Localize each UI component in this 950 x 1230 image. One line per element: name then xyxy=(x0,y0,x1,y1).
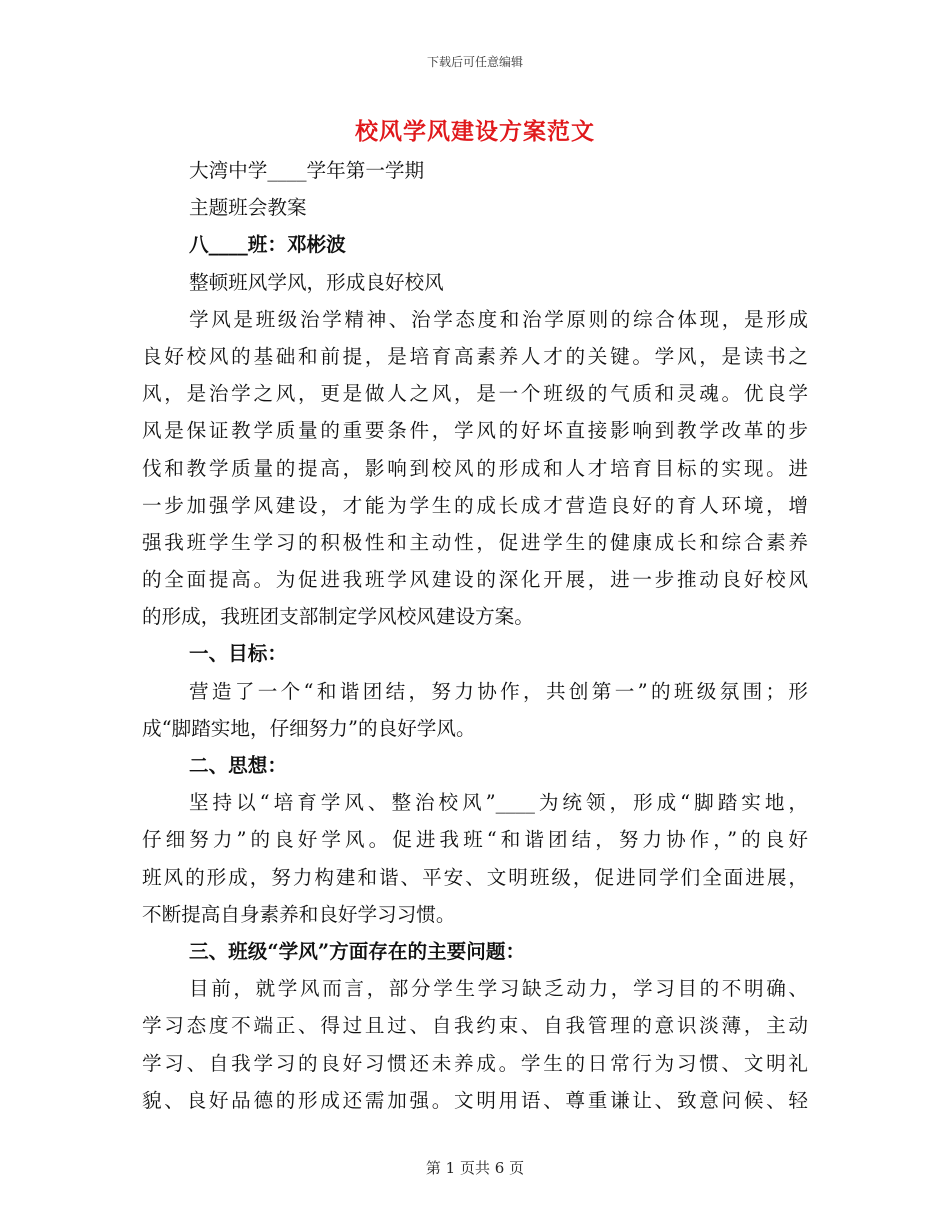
paragraph-line: 一步加强学风建设，才能为学生的成长成才营造良好的育人环境，增 xyxy=(142,493,808,517)
paragraph-line: 班风的形成，努力构建和谐、平安、文明班级，促进同学们全面进展， xyxy=(142,865,808,889)
paragraph-line: 营造了一个“和谐团结，努力协作，共创第一”的班级氛围；形 xyxy=(189,679,808,703)
section-heading-thought: 二、思想： xyxy=(189,754,287,777)
paragraph-line: 伐和教学质量的提高，影响到校风的形成和人才培育目标的实现。进 xyxy=(142,456,808,480)
paragraph-line: 成“脚踏实地，仔细努力”的良好学风。 xyxy=(142,716,476,740)
section-heading-goal: 一、目标： xyxy=(189,642,287,666)
paragraph-line: 坚持以“培育学风、整治校风”____为统领，形成“脚踏实地， xyxy=(189,791,808,815)
theme-line: 整顿班风学风，形成良好校风 xyxy=(189,270,444,294)
paragraph-line: 不断提高自身素养和良好学习习惯。 xyxy=(142,902,456,926)
section-heading-problems: 三、班级“学风”方面存在的主要问题： xyxy=(189,939,526,963)
paragraph-line: 学习、自我学习的良好习惯还未养成。学生的日常行为习惯、文明礼 xyxy=(142,1051,808,1075)
page-header: 下载后可任意编辑 xyxy=(426,55,523,69)
paragraph-line: 仔细努力”的良好学风。促进我班“和谐团结，努力协作，”的良好 xyxy=(142,828,808,852)
lesson-type-line: 主题班会教案 xyxy=(189,196,307,220)
paragraph-line: 风是保证教学质量的重要条件，学风的好坏直接影响到教学改革的步 xyxy=(142,419,808,443)
document-body xyxy=(142,152,808,1119)
page-number: 第 1 页共 6 页 xyxy=(425,1159,525,1177)
paragraph-line: 学风是班级治学精神、治学态度和治学原则的综合体现，是形成 xyxy=(189,307,808,331)
paragraph-line: 的形成，我班团支部制定学风校风建设方案。 xyxy=(142,605,534,629)
paragraph-line: 貌、良好品德的形成还需加强。文明用语、尊重谦让、致意问候、轻 xyxy=(142,1088,808,1112)
paragraph-line: 的全面提高。为促进我班学风建设的深化开展，进一步推动良好校风 xyxy=(142,568,808,592)
paragraph-line: 强我班学生学习的积极性和主动性，促进学生的健康成长和综合素养 xyxy=(142,530,808,554)
paragraph-line: 学习态度不端正、得过且过、自我约束、自我管理的意识淡薄，主动 xyxy=(142,1014,808,1038)
class-teacher-line: 八____班：邓彬波 xyxy=(189,233,346,257)
document-title: 校风学风建设方案范文 xyxy=(355,118,595,145)
paragraph-line: 目前，就学风而言，部分学生学习缺乏动力，学习目的不明确、 xyxy=(189,977,808,1001)
paragraph-line: 风，是治学之风，更是做人之风，是一个班级的气质和灵魂。优良学 xyxy=(142,382,808,406)
school-term-line: 大湾中学____学年第一学期 xyxy=(189,159,425,182)
paragraph-line: 良好校风的基础和前提，是培育高素养人才的关键。学风，是读书之 xyxy=(142,344,808,368)
